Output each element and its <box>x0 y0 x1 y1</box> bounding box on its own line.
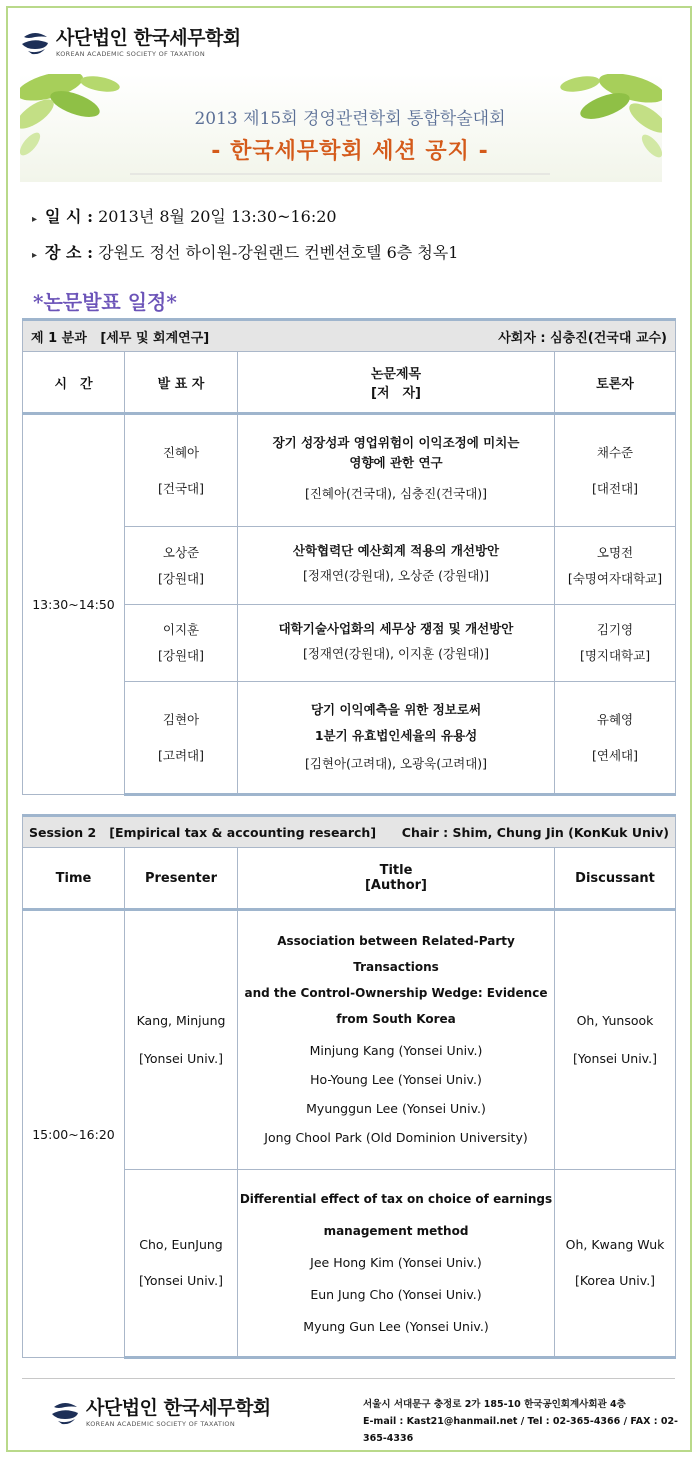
session2-name: Session 2 <box>29 824 97 840</box>
discussant-cell: 오명전 [숙명여자대학교] <box>555 527 676 605</box>
col-time: Time <box>23 848 125 910</box>
col-presenter: Presenter <box>125 848 238 910</box>
place-value: 강원도 정선 하이원-강원랜드 컨벤션호텔 6층 청옥1 <box>98 243 459 262</box>
footer-divider <box>22 1378 675 1379</box>
col-title: Title [Author] <box>238 848 555 910</box>
presenter-cell: 오상준 [강원대] <box>125 527 238 605</box>
presenter-cell: Kang, Minjung [Yonsei Univ.] <box>125 910 238 1170</box>
discussant-cell: Oh, Yunsook [Yonsei Univ.] <box>555 910 676 1170</box>
table-row <box>23 414 676 527</box>
date-value: 2013년 8월 20일 13:30~16:20 <box>98 207 337 226</box>
discussant-cell: 유혜영 [연세대] <box>555 682 676 795</box>
session1-table <box>22 318 676 796</box>
session2-chair: Chair : Shim, Chung Jin (KonKuk Univ) <box>401 824 670 840</box>
title-cell: Differential effect of tax on choice of earnings management method Jee Hong Kim (Yonsei Univ.) Eun Jung Cho (Yonsei Univ.) Myung Gun Lee (Yonsei Univ.) <box>238 1170 555 1358</box>
footer-address-block <box>363 1396 700 1447</box>
logo-mark-icon <box>50 1401 80 1425</box>
presenter-cell: 김현아 [고려대] <box>125 682 238 795</box>
col-title: 논문제목 [저 자] <box>238 352 555 414</box>
presenter-cell: 진혜아 [건국대] <box>125 414 238 527</box>
title-cell: 당기 이익예측을 위한 정보로써 1분기 유효법인세율의 유용성 [김현아(고려대), 오광욱(고려대)] <box>238 682 555 795</box>
footer-contact: E-mail : Kast21@hanmail.net / Tel : 02-365-4366 / FAX : 02-365-4336 <box>363 1416 679 1444</box>
session2-table <box>22 814 676 1359</box>
org-english-name: KOREAN ACADEMIC SOCIETY OF TAXATION <box>56 50 205 58</box>
col-discussant: 토론자 <box>555 352 676 414</box>
presenter-cell: 이지훈 [강원대] <box>125 605 238 682</box>
col-presenter: 발 표 자 <box>125 352 238 414</box>
title-cell: Association between Related-Party Transactions and the Control-Ownership Wedge: Evidence from South Korea Minjung Kang (Yonsei Univ.) Ho-Young Lee (Yonsei Univ.) Myunggun Lee (Yonsei Univ.) Jong Chool Park (Old Dominion University) <box>238 910 555 1170</box>
bullet-icon: ▸ <box>32 214 38 225</box>
session2-time: 15:00~16:20 <box>23 910 125 1358</box>
presenter-cell: Cho, EunJung [Yonsei Univ.] <box>125 1170 238 1358</box>
title-cell: 산학협력단 예산회계 적용의 개선방안 [정재연(강원대), 오상준 (강원대)] <box>238 527 555 605</box>
logo-mark-icon <box>20 31 50 55</box>
date-label: 일 시 : <box>45 207 93 226</box>
session1-header <box>23 320 676 352</box>
org-name: 사단법인 한국세무학회 <box>56 27 241 49</box>
session2-header <box>23 816 676 848</box>
session2-column-headers <box>23 848 676 910</box>
footer-logo <box>50 1398 271 1428</box>
discussant-cell: 채수준 [대전대] <box>555 414 676 527</box>
session1-chair: 사회자 : 심충진(건국대 교수) <box>498 330 668 346</box>
col-discussant: Discussant <box>555 848 676 910</box>
session1-topic: [세무 및 회계연구] <box>100 330 210 346</box>
discussant-cell: Oh, Kwang Wuk [Korea Univ.] <box>555 1170 676 1358</box>
place-line <box>32 240 458 263</box>
session1-time: 13:30~14:50 <box>23 414 125 795</box>
footer-address: 서울시 서대문구 충정로 2가 185-10 한국공인회계사회관 4층 <box>363 1399 626 1410</box>
session1-name: 제 1 분과 <box>31 330 87 346</box>
event-title: 2013 제15회 경영관련학회 통합학술대회 <box>194 109 506 129</box>
session2-topic: [Empirical tax & accounting research] <box>109 824 377 840</box>
date-line <box>32 204 337 227</box>
org-english-name: KOREAN ACADEMIC SOCIETY OF TAXATION <box>86 1420 235 1428</box>
org-logo <box>20 28 241 58</box>
place-label: 장 소 : <box>45 243 93 262</box>
title-cell: 장기 성장성과 영업위험이 이익조정에 미치는 영향에 관한 연구 [진혜아(건국대), 심충진(건국대)] <box>238 414 555 527</box>
org-name: 사단법인 한국세무학회 <box>86 1397 271 1419</box>
discussant-cell: 김기영 [명지대학교] <box>555 605 676 682</box>
table-row <box>23 910 676 1170</box>
title-cell: 대학기술사업화의 세무상 쟁점 및 개선방안 [정재연(강원대), 이지훈 (강원대)] <box>238 605 555 682</box>
notice-headline: - 한국세무학회 세션 공지 - <box>211 139 489 164</box>
bullet-icon: ▸ <box>32 250 38 261</box>
session1-column-headers <box>23 352 676 414</box>
schedule-title: *논문발표 일정* <box>33 290 177 314</box>
col-time: 시 간 <box>23 352 125 414</box>
